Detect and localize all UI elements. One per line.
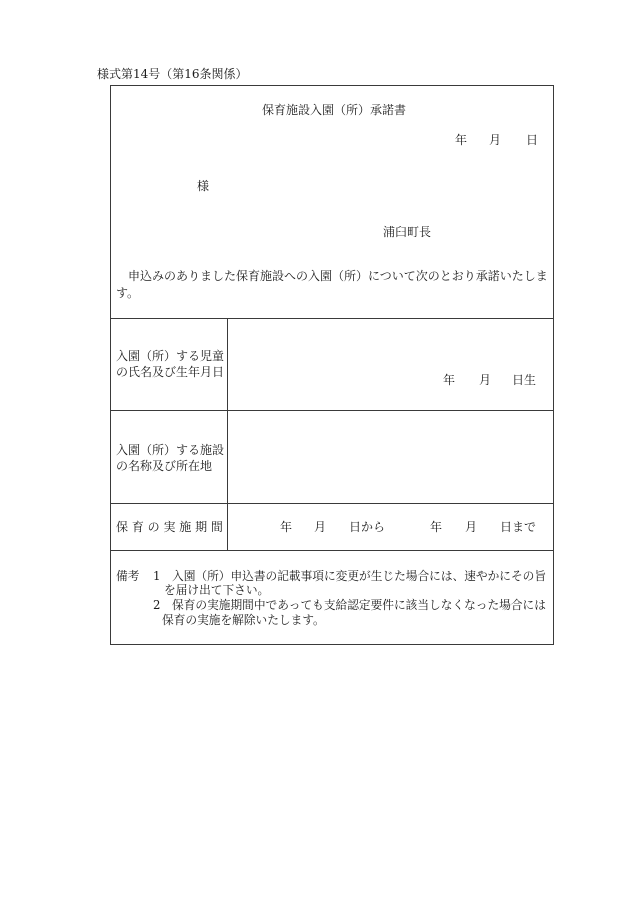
document-title: 保育施設入園（所）承諾書 [262,103,407,117]
divider-line [110,410,554,411]
row-label-line: 保 育 の 実 施 期 間 [116,520,223,534]
date-day-label: 日 [526,133,539,147]
birth-day-label: 日生 [512,373,537,387]
divider-line [110,318,554,319]
body-text-line: す。 [116,286,140,300]
date-year-label: 年 [455,133,468,147]
period-from-year-label: 年 [280,520,293,534]
note-text-line: 保育の実施期間中であっても支給認定要件に該当しなくなった場合には [172,598,546,612]
period-to-month-label: 月 [465,520,478,534]
body-text-line: 申込みのありました保育施設への入園（所）について次のとおり承諾いたしま [116,269,548,283]
divider-line [110,550,554,551]
period-from-month-label: 月 [314,520,327,534]
period-to-day-label: 日まで [500,520,537,534]
row-label-line: の名称及び所在地 [116,459,213,473]
column-divider-line [227,318,228,550]
form-number: 様式第14号（第16条関係） [97,67,248,81]
addressee-suffix: 様 [197,179,210,193]
date-month-label: 月 [489,133,502,147]
note-text-line: 入園（所）申込書の記載事項に変更が生じた場合には、速やかにその旨 [172,569,547,583]
row-label-line: 入園（所）する施設 [116,443,225,457]
row-label-line: の氏名及び生年月日 [116,365,225,379]
notes-heading: 備考 [116,569,140,583]
note-text-line: を届け出て下さい。 [164,583,270,597]
birth-month-label: 月 [479,373,492,387]
period-to-year-label: 年 [430,520,443,534]
issuer-name: 浦臼町長 [383,225,432,239]
note-number: 2 [153,598,161,612]
birth-year-label: 年 [443,373,456,387]
period-from-day-label: 日から [349,520,386,534]
divider-line [110,503,554,504]
note-number: 1 [153,569,161,583]
row-label-line: 入園（所）する児童 [116,349,225,363]
note-text-line: 保育の実施を解除いたします。 [162,613,325,627]
